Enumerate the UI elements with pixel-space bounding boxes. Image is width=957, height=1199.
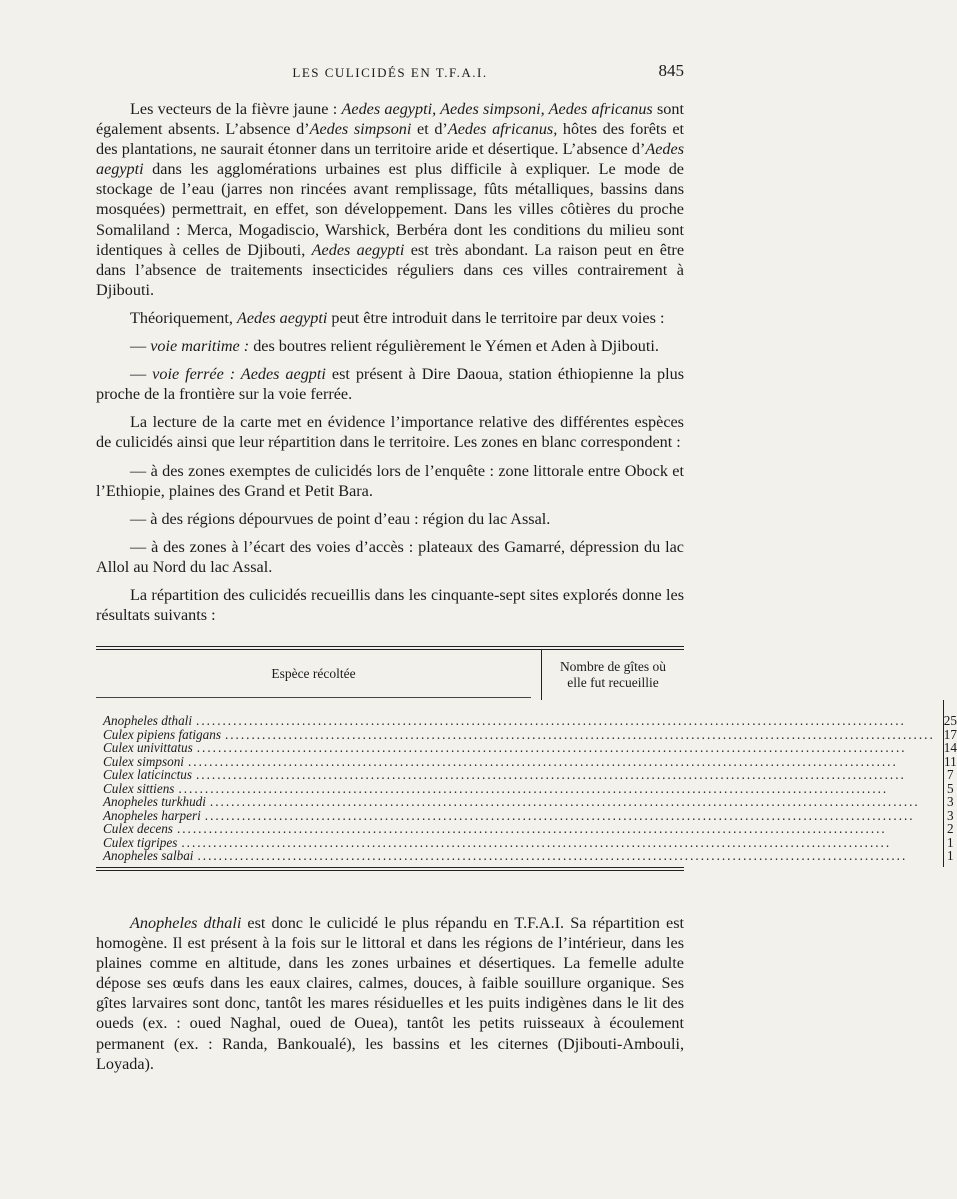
text-run: — — [130, 365, 153, 384]
text-run: peut être introduit dans le territoire par deux voies : — [327, 308, 665, 327]
text-run: hôtes des forêts et des plantations, ne saurait étonner dans un territoire aride et désertique. L’absence d’ — [96, 120, 685, 159]
paragraph — [96, 412, 684, 452]
italic-text: Aedes aegypti — [236, 308, 328, 327]
dot-leader — [196, 714, 935, 728]
page-number: 845 — [658, 61, 684, 80]
count-value: 5 — [947, 780, 954, 796]
header-count-line1: Nombre de gîtes où — [559, 659, 667, 674]
table-row — [96, 728, 943, 742]
dot-leader — [196, 768, 935, 782]
paragraph — [96, 99, 684, 300]
count-value: 1 — [947, 848, 954, 863]
table-row — [96, 782, 943, 796]
text-run: — à des zones à l’écart des voies d’accès : plateaux des Gamarré, dépression du lac Allol au Nord du lac Assal. — [96, 537, 684, 576]
count-value: 3 — [947, 794, 954, 809]
table-row — [96, 741, 943, 755]
species-name: Anopheles salbai — [103, 848, 194, 863]
italic-text: voie maritime : — [150, 337, 250, 356]
species-name: Anopheles harperi — [103, 807, 201, 823]
body-text-top — [96, 99, 684, 633]
species-name: Culex tigripes — [103, 834, 178, 850]
italic-text: Aedes aegypti — [311, 240, 405, 259]
table-row — [96, 795, 943, 809]
text-run: sont également absents. L’absence d’ — [96, 100, 684, 139]
table-bottom-rule — [96, 867, 684, 871]
paragraph — [96, 336, 684, 356]
running-title: LES CULICIDÉS EN T.F.A.I. — [292, 65, 488, 80]
header-count — [541, 650, 684, 700]
dot-leader — [177, 822, 935, 836]
dot-leader — [178, 782, 934, 796]
count-value: 2 — [947, 821, 954, 836]
species-name: Culex pipiens fatigans — [103, 726, 221, 742]
paragraph — [96, 308, 684, 328]
count-value: 1 — [947, 834, 954, 850]
count-value: 7 — [947, 767, 954, 782]
text-run: et d’ — [411, 120, 448, 139]
dot-leader — [197, 849, 934, 863]
italic-text: Aedes africanus, — [447, 120, 558, 139]
text-run: La répartition des culicidés recueillis dans les cinquante-sept sites explorés donne les résultats suivants : — [96, 585, 684, 625]
species-name: Anopheles turkhudi — [103, 794, 206, 809]
header-species: Espèce récoltée — [96, 650, 531, 698]
text-run: — — [130, 337, 151, 356]
species-name: Culex simpsoni — [103, 753, 184, 769]
table-row — [96, 822, 943, 836]
table-header — [96, 650, 684, 700]
count-column — [943, 700, 957, 867]
species-name: Culex sittiens — [103, 780, 175, 796]
text-run: Les vecteurs de la fièvre jaune : — [130, 100, 342, 118]
count-value: 3 — [947, 807, 954, 823]
italic-text: Anopheles dthali — [130, 914, 242, 932]
italic-text: Aedes simpsoni — [309, 120, 412, 139]
count-value: 25 — [943, 713, 957, 728]
species-table — [96, 646, 957, 871]
species-name: Culex decens — [103, 821, 173, 836]
dot-leader — [210, 795, 935, 809]
text-run: est très abondant. La raison peut en être dans l’absence de traitements insecticides réguliers dans ces villes contrairement à Djibouti. — [96, 240, 685, 299]
italic-text: Aedes aegypti, Aedes simpsoni, Aedes africanus — [341, 100, 653, 118]
species-name: Culex laticinctus — [103, 767, 192, 782]
page-header — [96, 60, 684, 84]
text-run: est donc le culicidé le plus répandu en T.F.A.I. Sa répartition est homogène. Il est présent à la fois sur le littoral et dans les régions de l’intérieur, dans les plaines comme en altitude, dans les zones urbaines et désertiques. La femelle adulte dépose ses œufs dans les eaux claires, calmes, douces, à faible souillure organique. Ses gîtes larvaires sont donc, tantôt les mares résiduelles et les puits indigènes dans le lit des oueds (ex. : oued Naghal, oued de Ouea), tantôt les petits ruisseaux à écoulement permanent (ex. : Randa, Bankoualé), les bassins et les citernes (Djibouti-Ambouli, Loyada). — [96, 914, 684, 1073]
text-run: dans les agglomérations urbaines est plus difficile à expliquer. Le mode de stockage de l’eau (jarres non rincées avant remplissage, fûts métalliques, bassins dans mosquées) permettrait, en effet, son développement. Dans les villes côtières du proche Somaliland : Merca, Mogadiscio, Warshick, Berbéra dont les conditions du milieu sont identiques à celles de Djibouti, — [96, 160, 684, 259]
text-run: La lecture de la carte met en évidence l’importance relative des différentes espèces de culicidés ainsi que leur répartition dans le territoire. Les zones en blanc correspondent : — [96, 413, 684, 452]
table-row — [96, 849, 943, 863]
dot-leader — [181, 836, 934, 850]
paragraph — [96, 364, 684, 404]
text-run: des boutres relient régulièrement le Yémen et Aden à Djibouti. — [249, 337, 659, 356]
species-column — [96, 700, 943, 867]
dot-leader — [197, 741, 935, 755]
text-run: Théoriquement, — [130, 308, 237, 327]
text-run: est présent à Dire Daoua, station éthiopienne la plus proche de la frontière sur la voie ferrée. — [96, 365, 684, 404]
italic-text: Aedes aegypti — [96, 140, 684, 179]
paragraph — [96, 461, 684, 501]
text-run: — à des zones exemptes de culicidés lors de l’enquête : zone littorale entre Obock et l’Ethiopie, plaines des Grand et Petit Bara. — [96, 461, 684, 500]
species-name: Anopheles dthali — [103, 713, 193, 728]
italic-text: voie ferrée : Aedes aegpti — [152, 365, 326, 384]
table-row — [96, 755, 943, 769]
count-value: 17 — [943, 726, 957, 742]
table-body — [96, 700, 957, 867]
paragraph — [96, 537, 684, 577]
dot-leader — [205, 809, 935, 823]
count-value: 11 — [943, 753, 957, 769]
dot-leader — [225, 728, 935, 742]
paragraph — [96, 585, 684, 625]
table-row — [96, 768, 943, 782]
table-row — [96, 809, 943, 823]
text-run: — à des régions dépourvues de point d’eau : région du lac Assal. — [130, 509, 551, 528]
count-value: 14 — [943, 740, 957, 755]
table-row — [96, 714, 943, 728]
table-row — [96, 836, 943, 850]
dot-leader — [188, 755, 935, 769]
body-text-bottom — [96, 913, 684, 1082]
paragraph — [96, 913, 684, 1074]
paragraph — [96, 509, 684, 529]
species-name: Culex univittatus — [103, 740, 193, 755]
header-count-line2: elle fut recueillie — [567, 675, 659, 690]
